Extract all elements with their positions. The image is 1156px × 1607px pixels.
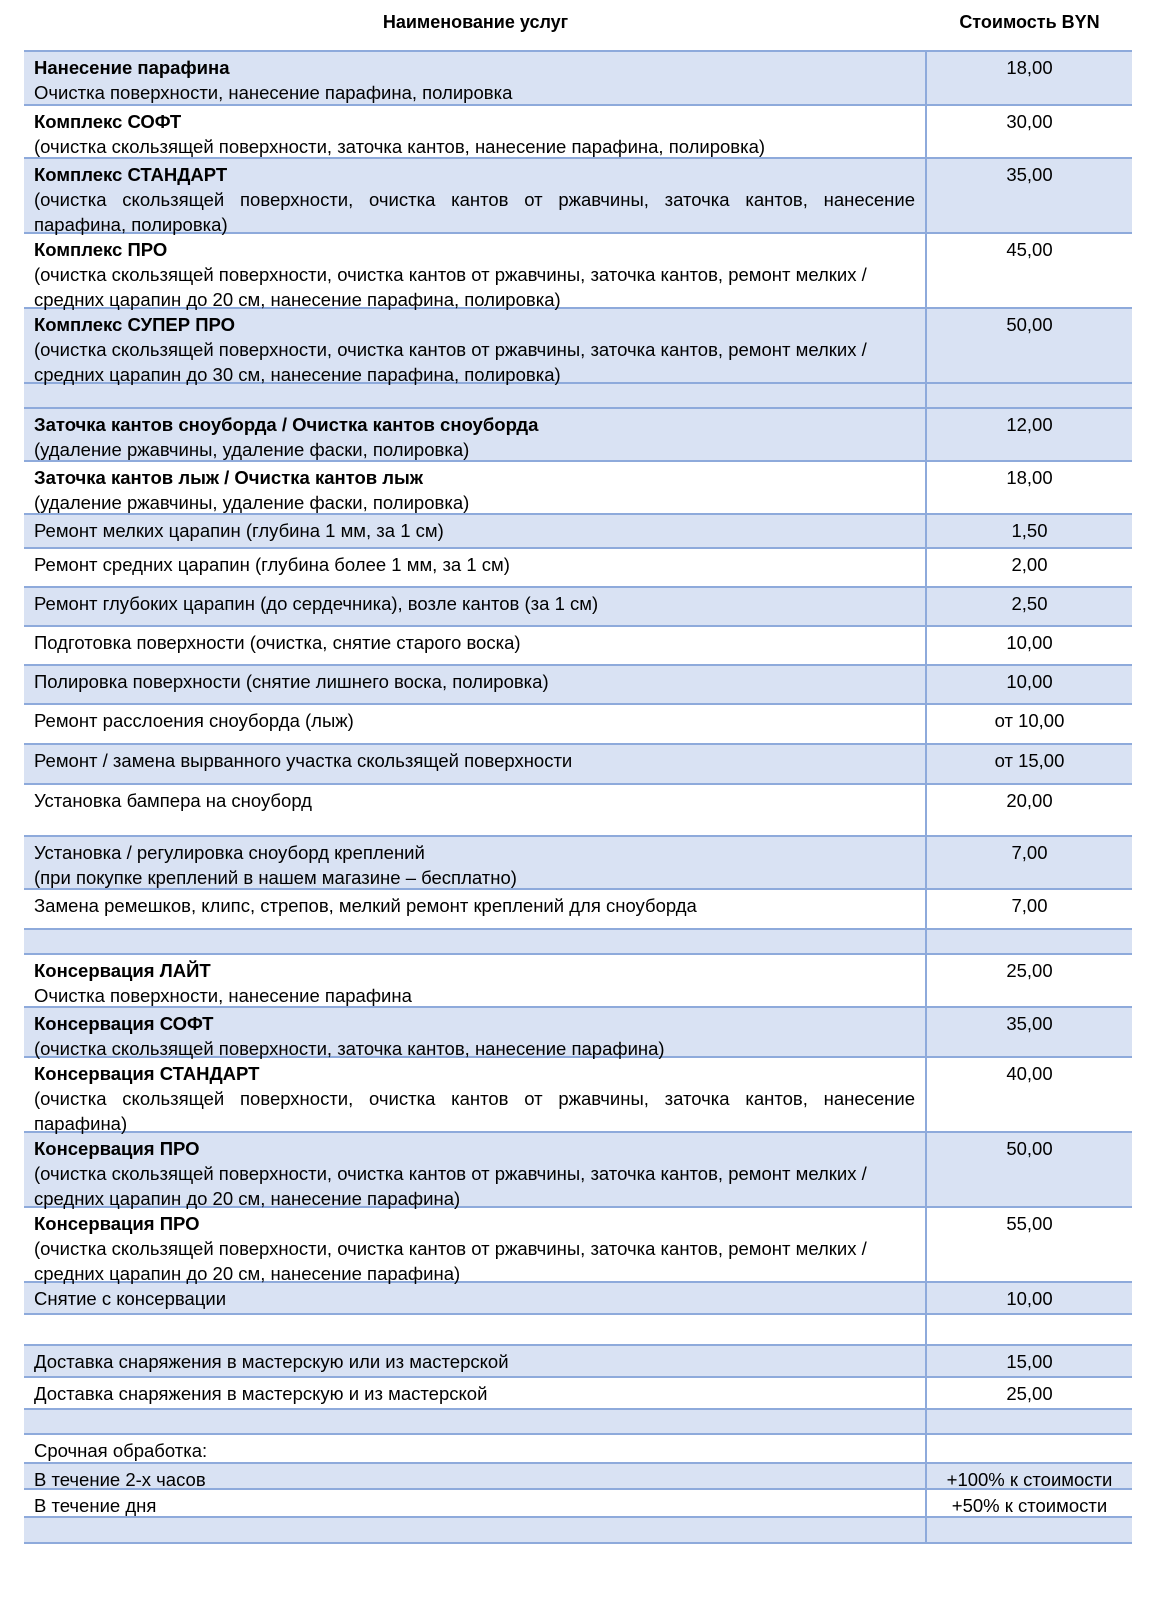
service-description: Полировка поверхности (снятие лишнего воска, полировка) — [34, 671, 549, 692]
service-cell — [24, 1208, 927, 1284]
service-cell — [24, 462, 927, 513]
price-cell: 18,00 — [1006, 57, 1053, 78]
price-cell: 50,00 — [1006, 1138, 1053, 1159]
service-title: Заточка кантов лыж / Очистка кантов лыж — [34, 467, 423, 488]
service-description: Доставка снаряжения в мастерскую и из мастерской — [34, 1383, 488, 1404]
service-cell — [24, 1133, 927, 1209]
table-row — [24, 1410, 1132, 1435]
price-cell — [927, 1410, 1132, 1433]
table-row — [24, 1435, 1132, 1464]
price-cell: 35,00 — [1006, 164, 1053, 185]
service-cell — [24, 1283, 927, 1313]
price-cell: 50,00 — [1006, 314, 1053, 335]
price-cell: +100% к стоимости — [946, 1469, 1113, 1490]
price-cell: 40,00 — [1006, 1063, 1053, 1084]
table-header — [24, 0, 1132, 50]
table-row — [24, 1008, 1132, 1058]
table-row — [24, 384, 1132, 409]
service-description: Замена ремешков, клипс, стрепов, мелкий ремонт креплений для сноуборда — [34, 895, 697, 916]
price-cell: 55,00 — [1006, 1213, 1053, 1234]
service-description: (удаление ржавчины, удаление фаски, полировка) — [34, 439, 470, 460]
service-description: Очистка поверхности, нанесение парафина, полировка — [34, 82, 513, 103]
service-description: Подготовка поверхности (очистка, снятие старого воска) — [34, 632, 521, 653]
service-description: (очистка скользящей поверхности, заточка кантов, нанесение парафина) — [34, 1038, 665, 1059]
service-description: Снятие с консервации — [34, 1288, 227, 1309]
price-cell: +50% к стоимости — [951, 1495, 1108, 1516]
service-cell — [24, 1435, 927, 1462]
service-description: (очистка скользящей поверхности, заточка кантов, нанесение парафина, полировка) — [34, 136, 766, 157]
price-list — [24, 0, 1132, 1544]
table-row — [24, 159, 1132, 234]
price-cell: 20,00 — [1006, 790, 1053, 811]
service-title: Комплекс СУПЕР ПРО — [34, 314, 235, 335]
service-description: (очистка скользящей поверхности, очистка кантов от ржавчины, заточка кантов, ремонт мелких / средних царапин до 20 см, нанесение парафина) — [34, 1163, 867, 1209]
table-row — [24, 1346, 1132, 1378]
service-cell — [24, 627, 927, 664]
table-row — [24, 785, 1132, 837]
service-cell — [24, 309, 927, 385]
table-row — [24, 588, 1132, 627]
service-cell — [24, 1518, 927, 1542]
service-description: (очистка скользящей поверхности, очистка кантов от ржавчины, заточка кантов, ремонт мелких / средних царапин до 20 см, нанесение парафина) — [34, 1238, 867, 1284]
service-title: Консервация СТАНДАРТ — [34, 1063, 260, 1084]
service-cell — [24, 1490, 927, 1516]
service-description: Ремонт расслоения сноуборда (лыж) — [34, 710, 354, 731]
service-description: Очистка поверхности, нанесение парафина — [34, 985, 412, 1006]
service-description: Ремонт средних царапин (глубина более 1 мм, за 1 см) — [34, 554, 510, 575]
table-row — [24, 705, 1132, 745]
service-cell — [24, 1464, 927, 1488]
table-row — [24, 837, 1132, 890]
service-title: Комплекс ПРО — [34, 239, 168, 260]
price-cell: 7,00 — [1011, 842, 1048, 863]
service-title: Нанесение парафина — [34, 57, 230, 78]
service-description: Установка бампера на сноуборд — [34, 790, 312, 811]
table-row — [24, 1133, 1132, 1208]
price-cell: 7,00 — [1011, 895, 1048, 916]
service-cell — [24, 666, 927, 703]
price-table — [24, 50, 1132, 1544]
service-cell — [24, 837, 927, 888]
price-cell: 25,00 — [1006, 1383, 1053, 1404]
price-cell: 1,50 — [1011, 520, 1048, 541]
price-cell — [927, 930, 1132, 953]
service-cell — [24, 549, 927, 586]
service-cell — [24, 159, 927, 235]
price-cell: от 15,00 — [994, 750, 1065, 771]
table-row — [24, 955, 1132, 1008]
table-row — [24, 1378, 1132, 1410]
column-header-service: Наименование услуг — [382, 12, 569, 32]
service-title: Консервация ПРО — [34, 1138, 200, 1159]
price-cell: 45,00 — [1006, 239, 1053, 260]
service-title: Заточка кантов сноуборда / Очистка кантов сноуборда — [34, 414, 539, 435]
service-description: (очистка скользящей поверхности, очистка кантов от ржавчины, заточка кантов, нанесение парафина) — [34, 1088, 915, 1134]
service-description: Установка / регулировка сноуборд креплений — [34, 842, 425, 863]
table-row — [24, 462, 1132, 515]
service-cell — [24, 1378, 927, 1408]
table-row — [24, 52, 1132, 106]
price-cell: 2,00 — [1011, 554, 1048, 575]
table-row — [24, 627, 1132, 666]
table-row — [24, 309, 1132, 384]
column-header-price: Стоимость BYN — [959, 12, 1100, 32]
price-cell: 10,00 — [1006, 671, 1053, 692]
service-cell — [24, 515, 927, 547]
service-description: Ремонт / замена вырванного участка скользящей поверхности — [34, 750, 573, 771]
price-cell: 10,00 — [1006, 1288, 1053, 1309]
table-row — [24, 1208, 1132, 1283]
service-description: В течение 2-х часов — [34, 1469, 206, 1490]
service-cell — [24, 588, 927, 625]
service-cell — [24, 52, 927, 104]
table-row — [24, 890, 1132, 930]
table-row — [24, 409, 1132, 462]
service-cell — [24, 1008, 927, 1059]
service-cell — [24, 234, 927, 310]
price-cell: 10,00 — [1006, 632, 1053, 653]
price-cell: от 10,00 — [994, 710, 1065, 731]
table-row — [24, 666, 1132, 705]
service-cell — [24, 384, 927, 407]
price-cell: 18,00 — [1006, 467, 1053, 488]
service-description: В течение дня — [34, 1495, 157, 1516]
service-title: Комплекс СТАНДАРТ — [34, 164, 228, 185]
service-description: Ремонт глубоких царапин (до сердечника), возле кантов (за 1 см) — [34, 593, 599, 614]
service-description: Доставка снаряжения в мастерскую или из мастерской — [34, 1351, 509, 1372]
table-row — [24, 930, 1132, 955]
service-title: Консервация ЛАЙТ — [34, 960, 211, 981]
table-row — [24, 1283, 1132, 1315]
price-cell — [927, 1315, 1132, 1344]
service-description: (при покупке креплений в нашем магазине – бесплатно) — [34, 867, 517, 888]
service-title: Консервация ПРО — [34, 1213, 200, 1234]
table-row — [24, 234, 1132, 309]
price-cell — [927, 1518, 1132, 1542]
service-cell — [24, 106, 927, 157]
price-cell — [927, 1435, 1132, 1462]
price-cell: 2,50 — [1011, 593, 1048, 614]
service-cell — [24, 785, 927, 835]
service-cell — [24, 955, 927, 1006]
service-title: Комплекс СОФТ — [34, 111, 182, 132]
service-cell — [24, 409, 927, 460]
service-description: Ремонт мелких царапин (глубина 1 мм, за 1 см) — [34, 520, 444, 541]
price-cell — [927, 384, 1132, 407]
table-row — [24, 1058, 1132, 1133]
service-cell — [24, 705, 927, 743]
table-row — [24, 515, 1132, 549]
service-cell — [24, 1058, 927, 1134]
price-cell: 25,00 — [1006, 960, 1053, 981]
service-cell — [24, 1346, 927, 1376]
price-cell: 12,00 — [1006, 414, 1053, 435]
service-description: (очистка скользящей поверхности, очистка кантов от ржавчины, заточка кантов, ремонт мелких / средних царапин до 20 см, нанесение парафина, полировка) — [34, 264, 867, 310]
service-description: (очистка скользящей поверхности, очистка кантов от ржавчины, заточка кантов, нанесение парафина, полировка) — [34, 189, 915, 235]
table-row — [24, 745, 1132, 785]
table-row — [24, 1490, 1132, 1518]
service-cell — [24, 745, 927, 783]
service-cell — [24, 1410, 927, 1433]
table-row — [24, 106, 1132, 159]
table-row — [24, 1464, 1132, 1490]
service-title: Консервация СОФТ — [34, 1013, 214, 1034]
service-cell — [24, 890, 927, 928]
service-cell — [24, 1315, 927, 1344]
service-cell — [24, 930, 927, 953]
service-description: (очистка скользящей поверхности, очистка кантов от ржавчины, заточка кантов, ремонт мелких / средних царапин до 30 см, нанесение парафина, полировка) — [34, 339, 867, 385]
table-row — [24, 1518, 1132, 1544]
table-row — [24, 549, 1132, 588]
table-row — [24, 1315, 1132, 1346]
service-description: (удаление ржавчины, удаление фаски, полировка) — [34, 492, 470, 513]
price-cell: 30,00 — [1006, 111, 1053, 132]
price-cell: 15,00 — [1006, 1351, 1053, 1372]
price-cell: 35,00 — [1006, 1013, 1053, 1034]
service-description: Срочная обработка: — [34, 1440, 208, 1461]
